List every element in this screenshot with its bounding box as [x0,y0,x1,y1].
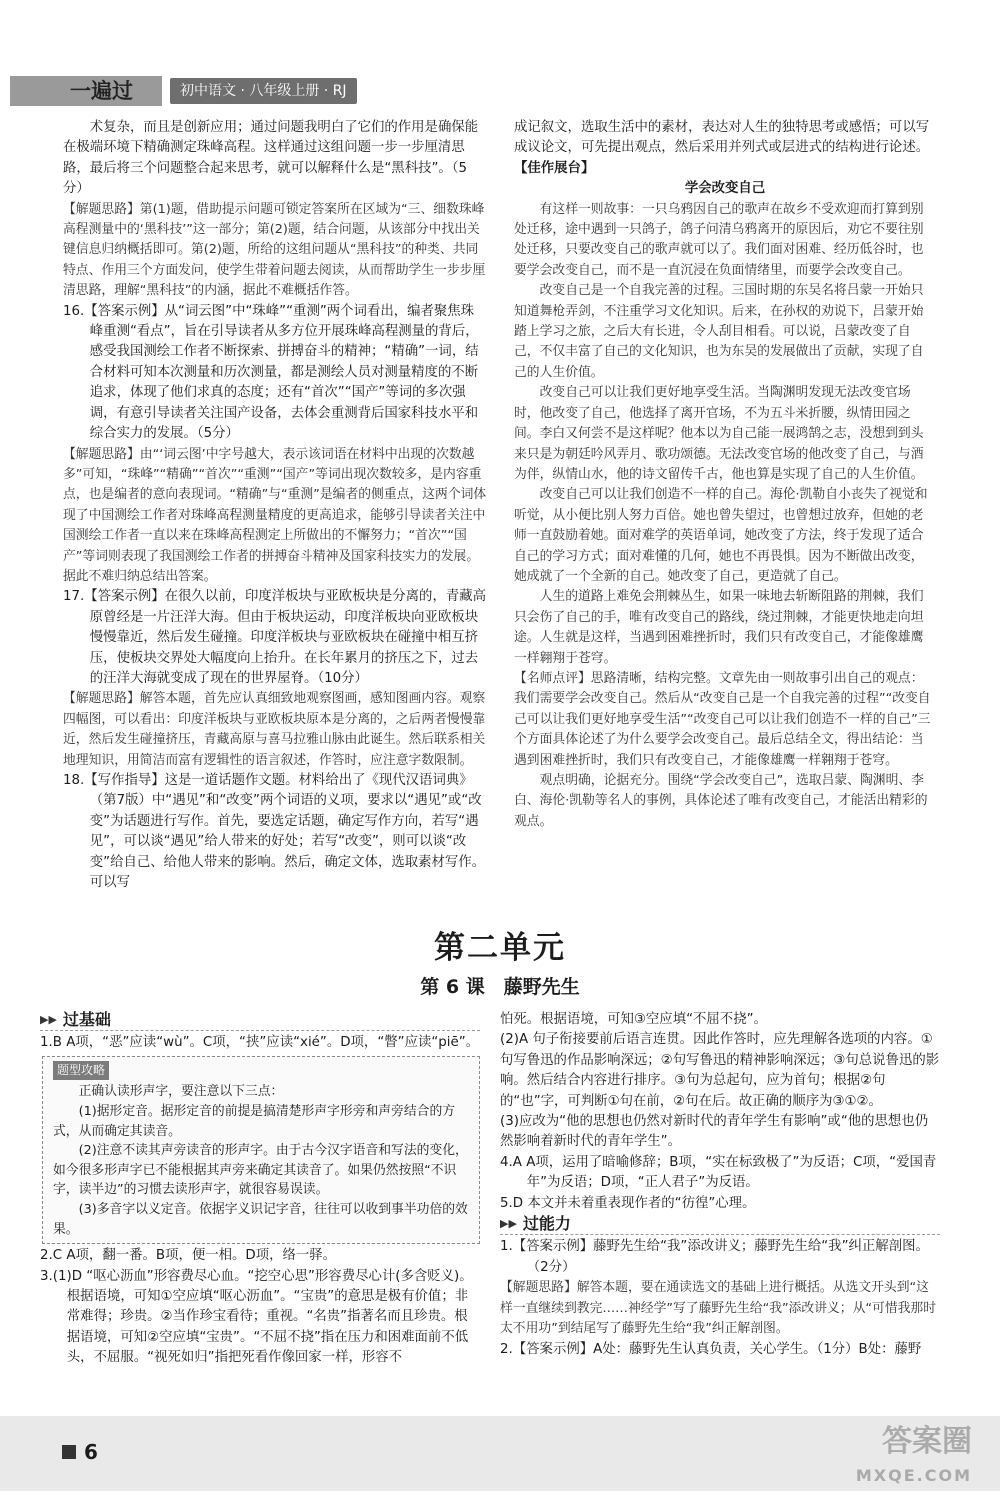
tip-line: (3)多音字以义定音。依据字义识记字音，往往可以收到事半功倍的效果。 [53,1201,468,1237]
paragraph: 术复杂，而且是创新应用；通过问题我明白了它们的作用是确保能在极端环境下精确测定珠峰高程。这样通过这组问题一步一步厘清思路，最后将三个问题整合起来思考，就可以解释什么是“黑科技”。（5分） [63,120,479,197]
left-column-top [63,118,487,893]
tip-tag: 题型攻略 [53,1061,109,1081]
answer-3-cont: 怕死。根据语境，可知③空应填“不屈不挠”。 [500,1012,767,1027]
section-label: 过能力 [522,1214,571,1234]
teacher-comment-2: 观点明确，论据充分。围绕“学会改变自己”，选取吕蒙、陶渊明、李白、海伦·凯勒等名人的事例，具体论述了唯有改变自己，才能活出精彩的观点。 [514,773,928,829]
brand-logo: 一遍过 [10,76,162,106]
essay-paragraph: 人生的道路上难免会荆棘丛生，如果一味地去斩断阻路的荆棘，我们只会伤了自己的手，唯有改变自己的路线，绕过荆棘，才能更快地走向坦途。人生就是这样，当遇到困难挫折时，我们只有改变自己，才能像雄鹰一样翱翔于苍穹。 [514,589,924,666]
footer-band [0,1416,1000,1491]
page-marker-icon [62,1445,76,1459]
answer-2: 2.C A项，翻一番。B项，便一相。D项，络一驿。 [40,1248,337,1264]
watermark [856,1425,972,1493]
grade-tag: 初中语文 · 八年级上册 · RJ [170,78,357,104]
solution-17: 【解题思路】解答本题，首先应认真细致地观察图画，感知图画内容。观察四幅图，可以看出：印度洋板块与亚欧板块原本是分离的，之后两者慢慢靠近，然后发生碰撞挤压，青藏高原与喜马拉雅山脉由此诞生。然后联系相关地理知识，用简洁而富有逻辑性的语言叙述，作答时，应注意字数限制。 [63,691,486,768]
answer-16: 16.【答案示例】从“词云图”中“珠峰”“重测”两个词看出，编者聚焦珠峰重测“看点”，旨在引导读者从多方位开展珠峰高程测量的背后，感受我国测绘工作者不断探索、拼搏奋斗的精神；“精确”一词，结合材料可知本次测量和历次测量，都是测绘人员对测量精度的不断追求，体现了他们求真的态度；还有“首次”“国产”等词的多次强调，有意引导读者关注国产设备，去体会重测背后国家科技水平和综合实力的发展。（5分） [63,303,479,442]
tip-line: (2)注意不读其声旁读音的形声字。由于古今汉字语音和写法的变化，如今很多形声字已不能根据其声旁来确定其读音了。如果仍然按照“不识字，读半边”的习惯去读形声字，就很容易误读。 [53,1143,468,1198]
watermark-url: MXQE.COM [855,1466,972,1485]
answer-4: 4.A A项，运用了暗喻修辞；B项，“实在标致极了”为反语；C项，“爱国青年”为反语；D项，“正人君子”为反语。 [500,1154,937,1191]
page-number [62,1440,98,1464]
section-heading-basic [40,1010,480,1031]
section-marker-icon: ▶▶ [40,1013,57,1026]
ability-solution-1: 【解题思路】解答本题，要在通读选文的基础上进行概括。从选文开头到“这样一直继续到教完……神经学”写了藤野先生给“我”添改讲义；从“可惜我那时太不用功”到结尾写了藤野先生给“我”纠正解剖图。 [500,1280,937,1337]
answer-3: 3.(1)D “呕心沥血”形容费尽心血。“挖空心思”形容费尽心计(多含贬义)。根据语境，可知①空应填“呕心沥血”。“宝贵”的意思是极有价值；非常难得；珍贵。②当作珍宝看待；重视。“名贵”指著名而且珍贵。根据语境，可知②空应填“宝贵”。“不屈不挠”指在压力和困难面前不低头，不屈服。“视死如归”指把死看作像回家一样，形容不 [40,1268,473,1366]
answer-18: 18.【写作指导】这是一道话题作文题。材料给出了《现代汉语词典》（第7版）中“遇见”和“改变”两个词语的义项，要求以“遇见”或“改变”为话题进行写作。首先，要选定话题，确定写作方向，若写“遇见”，可以谈“遇见”给人带来的好处；若写“改变”，则可以谈“改变”给自己、给他人带来的影响。然后，确定文体，选取素材写作。可以写 [63,773,486,891]
essay-title: 学会改变自己 [684,181,766,197]
unit-title: 第二单元 [434,930,566,966]
lesson-title: 第 6 课 藤野先生 [420,976,580,998]
solution-16: 【解题思路】由“‘词云图’中字号越大，表示该词语在材料中出现的次数越多”可知，“珠峰”“精确”“首次”“重测”“国产”等词出现次数较多，是内容重点，也是编者的意向表现词。“精确”与“重测”是编者的侧重点，这两个词体现了中国测绘工作者对珠峰高程测量精度的更高追求，能够引导读者关注中国测绘工作者一直以来在珠峰高程测定上所做出的不懈努力；“首次”“国产”等词则表现了我国测绘工作者的拼搏奋斗精神及国家科技实力的发展。据此不难归纳总结出答案。 [63,446,487,584]
tip-box [42,1056,480,1244]
section-label: 过基础 [62,1010,111,1029]
right-column-top [514,118,936,832]
answer-3-2: (2)A 句子衔接要前后语言连贯。因此作答时，应先理解各选项的内容。①句写鲁迅的作品影响深远；②句写鲁迅的精神影响深远；③句总说鲁迅的影响。然后结合内容进行排序。③句为总起句，应为首句；根据②句的“也”字，可判断①句在前，②句在后。故正确的顺序为③①②。 [500,1032,940,1109]
essay-paragraph: 改变自己可以让我们更好地享受生活。当陶渊明发现无法改变官场时，他改变了自己，他选择了离开官场，不为五斗米折腰，纵情田园之间。李白又何尝不是这样呢？他本以为自己能一展鸿鹄之志，没想到到头来只是为朝廷吟风弄月、歌功颂德。无法改变官场的他改变了自己，与酒为伴，纵情山水，他的诗文留传千古，他也算是实现了自己的人生价值。 [514,385,924,482]
ability-answer-1: 1.【答案示例】藤野先生给“我”添改讲义；藤野先生给“我”纠正解剖图。（2分） [500,1239,929,1275]
page-number-text: 6 [84,1440,98,1464]
section-heading-ability [500,1214,940,1235]
page-header [10,76,370,106]
essay-paragraph: 改变自己可以让我们创造不一样的自己。海伦·凯勒自小丧失了视觉和听觉，从小便比别人努力百倍。她也曾失望过，也曾想过放弃，但她的老师一直鼓励着她。面对难学的英语单词，她改变了方法，终于发现了适合自己的学习方式；面对难懂的几何，她也不再畏惧。因为不断做出改变，她成就了一个全新的自己。她改变了自己，更造就了自己。 [514,487,928,584]
answer-1: 1.B A项，“恶”应读“wù”。C项，“挟”应读“xié”。D项，“瞥”应读“piē”。 [40,1035,480,1051]
ability-answer-2: 2.【答案示例】A处：藤野先生认真负责，关心学生。（1分）B处：藤野 [500,1341,922,1357]
paragraph: 成记叙文，选取生活中的素材，表达对人生的独特思考或感悟；可以写成议论文，可先提出观点，然后采用并列式或层进式的结构进行论述。 [514,120,930,156]
essay-paragraph: 改变自己是一个自我完善的过程。三国时期的东吴名将吕蒙一开始只知道舞枪弄剑，不注重学习文化知识。后来，在孙权的劝说下，吕蒙开始踏上学习之旅，之后大有长进，令人刮目相看。可以说，吕蒙改变了自己，不仅丰富了自己的文化知识，也为东吴的发展做出了贡献，实现了自己的人生价值。 [514,283,924,380]
essay-paragraph: 有这样一则故事：一只乌鸦因自己的歌声在故乡不受欢迎而打算到别处迁移，途中遇到一只鸽子，鸽子问清乌鸦离开的原因后，劝它不要往别处迁移，只要改变自己的歌声就可以了。我们面对困难、经历低谷时，也要学会改变自己，而不是一直沉浸在负面情绪里，而要学会改变自己。 [514,201,924,278]
tip-line: (1)据形定音。据形定音的前提是搞清楚形声字形旁和声旁结合的方式，从而确定其读音。 [53,1104,456,1139]
answer-5: 5.D 本文并未着重表现作者的“彷徨”心理。 [500,1195,756,1211]
tip-line: 正确认读形声字，要注意以下三点： [78,1084,284,1100]
teacher-comment: 【名师点评】思路清晰，结构完整。文章先由一则故事引出自己的观点：我们需要学会改变自己。然后从“改变自己是一个自我完善的过程”“改变自己可以让我们更好地享受生活”“改变自己可以让我们创造不一样的自己”三个方面具体论述了为什么要学会改变自己。最后总结全文，得出结论：当遇到困难挫折时，我们只有改变自己，才能像雄鹰一样翱翔于苍穹。 [514,670,931,768]
basic-section [40,1010,480,1369]
answer-17: 17.【答案示例】在很久以前，印度洋板块与亚欧板块是分离的，青藏高原曾经是一片汪洋大海。但由于板块运动，印度洋板块向亚欧板块慢慢靠近，然后发生碰撞。印度洋板块与亚欧板块在碰撞中相互挤压，使板块交界处大幅度向上抬升。在长年累月的挤压之下，过去的汪洋大海就变成了现在的世界屋脊。（10分） [63,589,487,686]
basic-section-right [500,1010,940,1360]
watermark-text: 答案圈 [882,1424,972,1459]
showcase-tag: 【佳作展台】 [514,160,595,176]
solution-note: 【解题思路】第(1)题，借助提示问题可锁定答案所在区域为“三、细数珠峰高程测量中的‘黑科技’”这一部分；第(2)题，结合问题，从该部分中找出关键信息归纳概括即可。第(2)题，所给的这组问题从“黑科技”的种类、共同特点、作用三个方面发问，使学生带着问题去阅读，从而帮助学生一步步厘清思路，理解“黑科技”的内涵，据此不难概括作答。 [63,201,486,299]
section-marker-icon: ▶▶ [500,1217,517,1231]
answer-3-3: (3)应改为“他的思想也仍然对新时代的青年学生有影响”或“他的思想也仍然影响着新时代的青年学生”。 [500,1114,929,1150]
